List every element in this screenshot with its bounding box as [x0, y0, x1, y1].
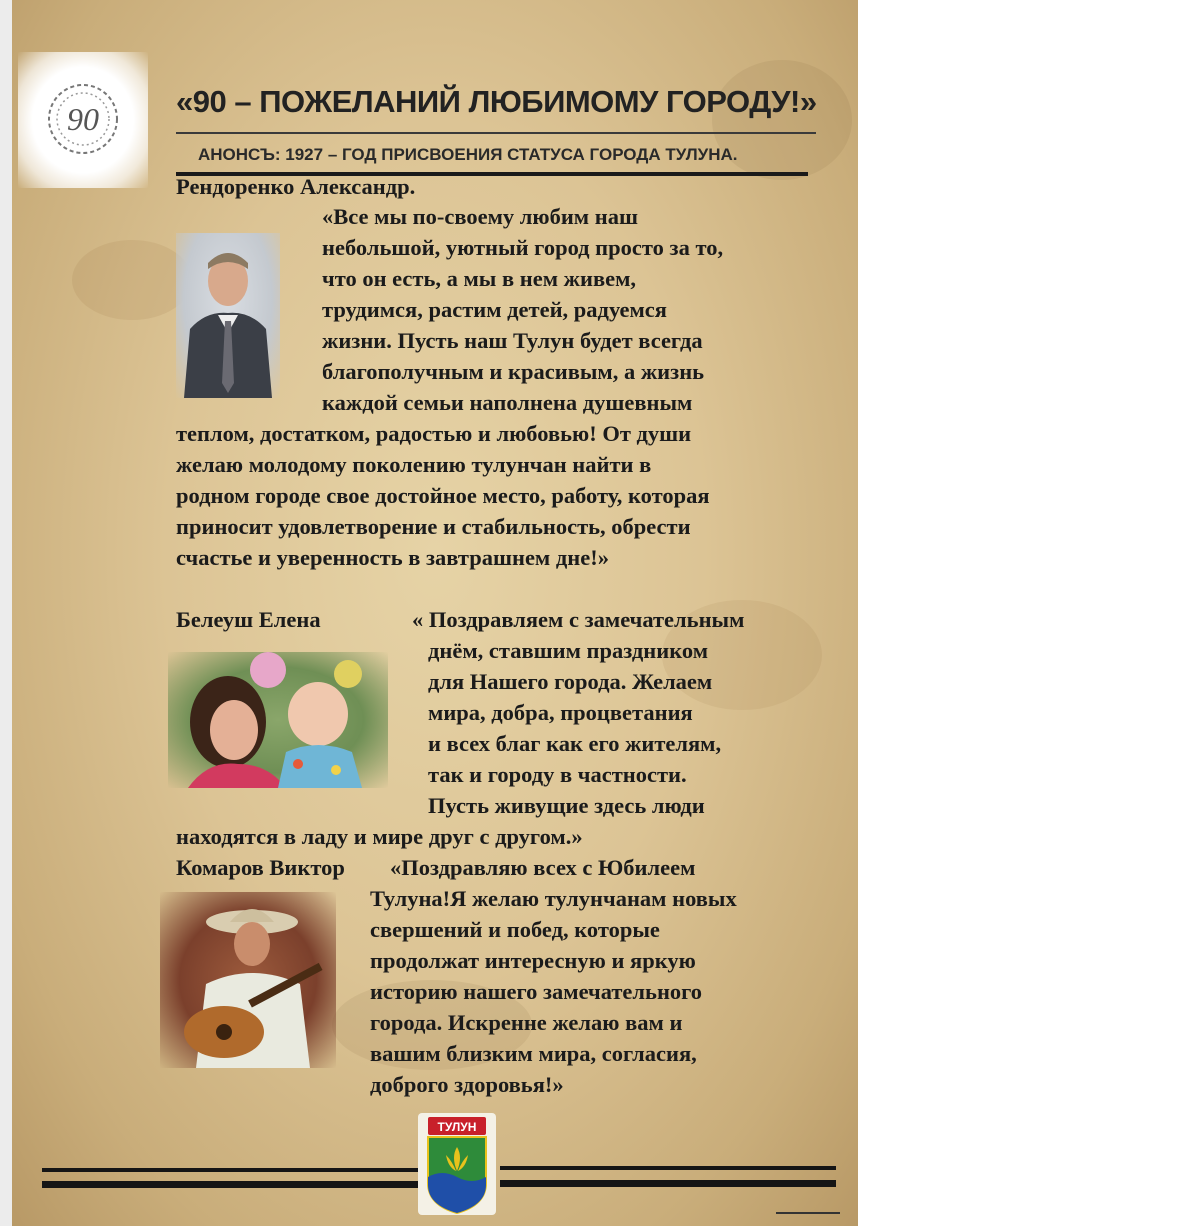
- greeting-line: «Все мы по-своему любим наш: [322, 204, 638, 229]
- greeting-line: теплом, достатком, радостью и любовью! От души: [176, 421, 692, 446]
- greeting-line: что он есть, а мы в нем живем,: [322, 266, 637, 291]
- emblem-label: ТУЛУН: [437, 1120, 477, 1134]
- greeting-line: небольшой, уютный город просто за то,: [322, 235, 724, 260]
- greeting-line: находятся в ладу и мире друг с другом.»: [176, 824, 583, 849]
- greeting-line: днём, ставшим праздником: [428, 638, 709, 663]
- greeting-line: Пусть живущие здесь люди: [428, 793, 705, 818]
- greeting-line: историю нашего замечательного: [370, 979, 703, 1004]
- greeting-line: каждой семьи наполнена душевным: [322, 390, 693, 415]
- greeting-line: города. Искренне желаю вам и: [370, 1010, 683, 1035]
- tulun-coat-of-arms: [418, 1113, 496, 1215]
- greeting-line: жизни. Пусть наш Тулун будет всегда: [322, 328, 703, 353]
- greeting-line: благополучным и красивым, а жизнь: [322, 359, 705, 384]
- greeting-line: так и городу в частности.: [428, 762, 687, 787]
- author-photo: [168, 652, 388, 788]
- coat-of-arms-icon: [418, 1113, 496, 1215]
- greeting-line: доброго здоровья!»: [370, 1072, 564, 1097]
- greeting-line: родном городе свое достойное место, работу, которая: [176, 483, 710, 508]
- footer-rule: [500, 1166, 836, 1170]
- laurel-wreath-icon: [38, 74, 128, 164]
- greeting-line: и всех благ как его жителям,: [428, 731, 722, 756]
- footer-rule: [42, 1181, 424, 1188]
- logo-number: 90: [67, 101, 99, 137]
- greeting-line: Тулуна!Я желаю тулунчанам новых: [370, 886, 737, 911]
- greeting-line: продолжат интересную и яркую: [370, 948, 696, 973]
- greeting-line: « Поздравляем с замечательным: [412, 607, 745, 632]
- greeting-line: «Поздравляю всех с Юбилеем: [390, 855, 696, 880]
- portrait-icon: [176, 233, 280, 398]
- greeting-line: вашим близким мира, согласия,: [370, 1041, 697, 1066]
- title-underline: [176, 132, 816, 134]
- left-margin-strip: [0, 0, 12, 1226]
- greeting-line: трудимся, растим детей, радуемся: [322, 297, 667, 322]
- paper-stain: [72, 240, 192, 320]
- greeting-line: мира, добра, процветания: [428, 700, 693, 725]
- author-photo: [160, 892, 336, 1068]
- entry-author-name: Рендоренко Александр.: [176, 174, 416, 199]
- footer-rule: [500, 1180, 836, 1187]
- author-photo: [176, 233, 280, 398]
- greeting-line: счастье и уверенность в завтрашнем дне!»: [176, 545, 609, 570]
- footer-rule: [42, 1168, 424, 1172]
- greeting-line: свершений и побед, которые: [370, 917, 660, 942]
- entry-author-name: Комаров Виктор: [176, 855, 345, 880]
- greeting-line: приносит удовлетворение и стабильность, обрести: [176, 514, 691, 539]
- man-guitar-icon: [160, 892, 336, 1068]
- page-subtitle: АНОНСЪ: 1927 – ГОД ПРИСВОЕНИЯ СТАТУСА ГОРОДА ТУЛУНА.: [198, 145, 738, 164]
- page-title: «90 – ПОЖЕЛАНИЙ ЛЮБИМОМУ ГОРОДУ!»: [176, 84, 817, 119]
- mother-baby-icon: [168, 652, 388, 788]
- greeting-line: желаю молодому поколению тулунчан найти в: [176, 452, 652, 477]
- corner-rule: [776, 1212, 840, 1214]
- greeting-line: для Нашего города. Желаем: [428, 669, 713, 694]
- anniversary-logo: [18, 52, 148, 188]
- entry-author-name: Белеуш Елена: [176, 607, 321, 632]
